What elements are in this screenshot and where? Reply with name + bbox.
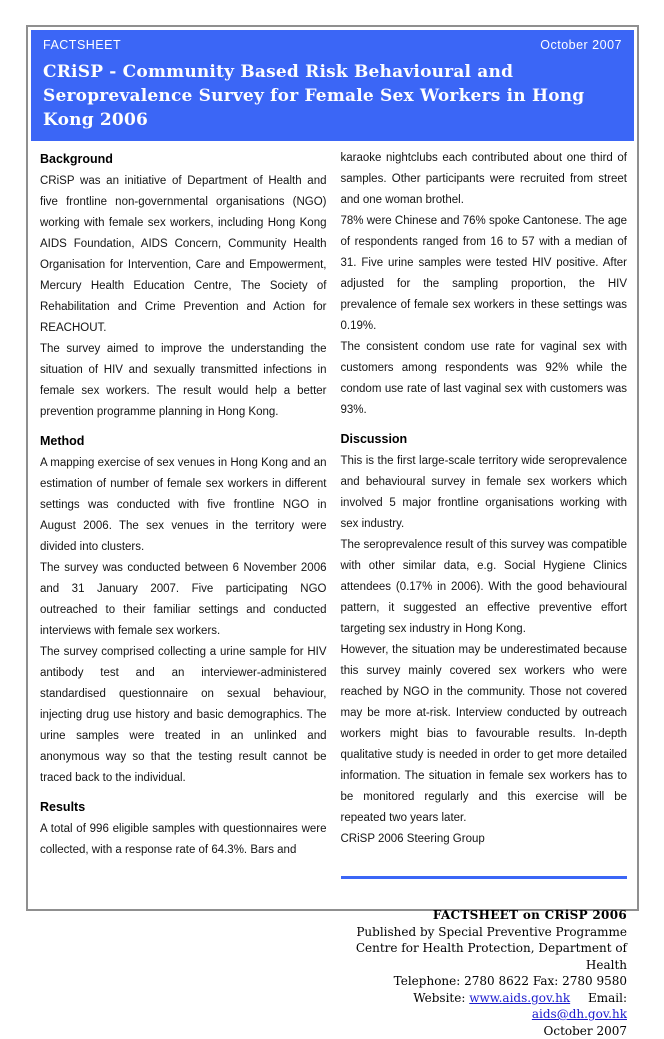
- website-label: Website:: [413, 991, 465, 1005]
- email-link[interactable]: aids@dh.gov.hk: [532, 1007, 627, 1021]
- footer-publisher: Published by Special Preventive Programme: [341, 924, 628, 941]
- discussion-paragraph: This is the first large-scale territory wide seroprevalence and behavioural survey in female sex workers which involved 5 major frontline organisations working with sex industry.: [341, 451, 628, 535]
- right-column: [341, 148, 628, 1039]
- website-link[interactable]: www.aids.gov.hk: [469, 991, 570, 1005]
- background-paragraph: The survey aimed to improve the understanding the situation of HIV and sexually transmitted infections in female sex workers. The result would help a better prevention programme planning in Hong Kong.: [40, 339, 327, 423]
- method-paragraph: The survey comprised collecting a urine sample for HIV antibody test and an interviewer-administered standardised questionnaire on sexual behaviour, injecting drug use history and basic demographics. The urine samples were treated in an unlinked and anonymous way so that the testing result cannot be traced back to the individual.: [40, 642, 327, 789]
- two-column-body: [28, 144, 637, 1039]
- footer-date: October 2007: [341, 1023, 628, 1039]
- background-paragraph: CRiSP was an initiative of Department of Health and five frontline non-governmental organisations (NGO) working with female sex workers, including Hong Kong AIDS Foundation, AIDS Concern, Community Health Organisation for Intervention, Care and Empowerment, Mercury Health Education Centre, The Society of Rehabilitation and Crime Prevention and Action for REACHOUT.: [40, 171, 327, 339]
- factsheet-document: [26, 25, 639, 911]
- left-column: [40, 148, 327, 1039]
- results-paragraph: A total of 996 eligible samples with questionnaires were collected, with a response rate of 64.3%. Bars and: [40, 819, 327, 861]
- section-heading-background: Background: [40, 150, 327, 168]
- header-top-row: [43, 38, 622, 52]
- footer-divider-rule: [341, 876, 628, 879]
- results-continued-paragraph: karaoke nightclubs each contributed about one third of samples. Other participants were recruited from street and one woman brothel.: [341, 148, 628, 211]
- document-footer: [341, 907, 628, 1039]
- footer-contact-line: [341, 990, 628, 1023]
- signature-line: CRiSP 2006 Steering Group: [341, 829, 628, 850]
- results-continued-paragraph: 78% were Chinese and 76% spoke Cantonese. The age of respondents ranged from 16 to 57 with a median of 31. Five urine samples were tested HIV positive. After adjusted for the sampling proportion, the HIV prevalence of female sex workers in these settings was 0.19%.: [341, 211, 628, 337]
- results-continued-paragraph: The consistent condom use rate for vaginal sex with customers among respondents was 92% while the condom use rate of last vaginal sex with customers was 93%.: [341, 337, 628, 421]
- factsheet-label: FACTSHEET: [43, 38, 121, 52]
- header-date: October 2007: [540, 38, 622, 52]
- document-title: CRiSP - Community Based Risk Behavioural and Seroprevalence Survey for Female Sex Workers in Hong Kong 2006: [43, 60, 622, 132]
- footer-organisation: Centre for Health Protection, Department of Health: [341, 940, 628, 973]
- email-label: Email:: [588, 991, 627, 1005]
- discussion-paragraph: The seroprevalence result of this survey was compatible with other similar data, e.g. Social Hygiene Clinics attendees (0.17% in 2006). With the good behavioural pattern, it suggested an effective preventive effort targeting sex industry in Hong Kong.: [341, 535, 628, 640]
- footer-phone-fax: Telephone: 2780 8622 Fax: 2780 9580: [341, 973, 628, 990]
- method-paragraph: A mapping exercise of sex venues in Hong Kong and an estimation of number of female sex workers in different settings was conducted with five frontline NGO in August 2006. The sex venues in the territory were divided into clusters.: [40, 453, 327, 558]
- section-heading-results: Results: [40, 798, 327, 816]
- section-heading-method: Method: [40, 432, 327, 450]
- method-paragraph: The survey was conducted between 6 November 2006 and 31 January 2007. Five participating NGO outreached to their familiar settings and conducted interviews with female sex workers.: [40, 558, 327, 642]
- discussion-paragraph: However, the situation may be underestimated because this survey mainly covered sex workers who were reached by NGO in the community. Those not covered may be more at-risk. Interview conducted by outreach workers might bias to favourable results. In-depth qualitative study is needed in order to get more detailed information. The situation in female sex workers has to be monitored regularly and this exercise will be repeated two years later.: [341, 640, 628, 829]
- header-band: [31, 30, 634, 141]
- section-heading-discussion: Discussion: [341, 430, 628, 448]
- footer-title: FACTSHEET on CRiSP 2006: [341, 907, 628, 924]
